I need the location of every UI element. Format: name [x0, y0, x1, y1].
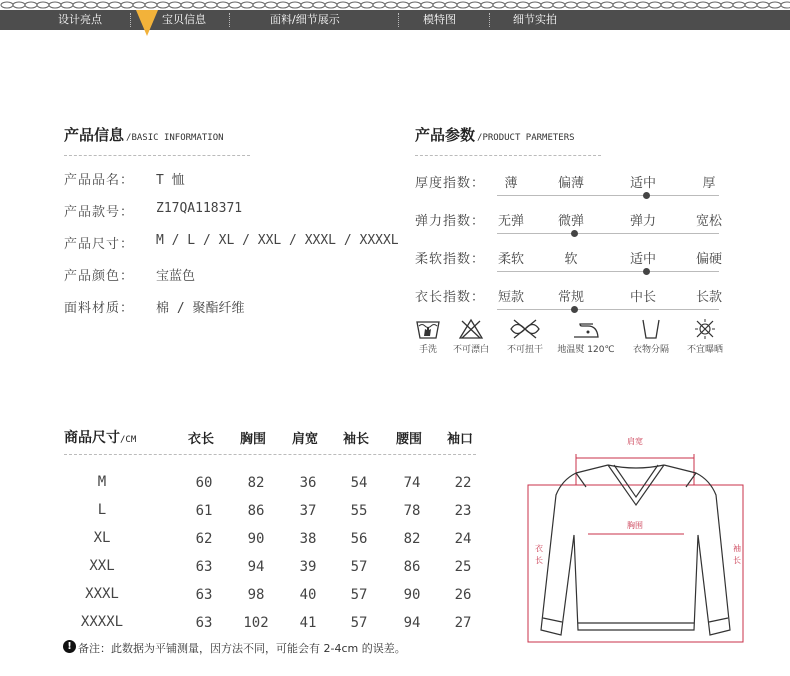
param-scale-line — [497, 309, 719, 310]
param-label: 厚度指数： — [415, 176, 486, 191]
size-value-cell: 90 — [247, 531, 265, 547]
size-column-header: 肩宽 — [292, 432, 319, 447]
shoulder-label: 肩宽 — [627, 437, 643, 446]
size-label: XXXXL — [80, 614, 124, 630]
nav-product-info[interactable]: 宝贝信息 — [162, 13, 206, 26]
size-label: M — [97, 474, 107, 490]
size-column-header: 腰围 — [396, 432, 423, 447]
size-value-cell: 57 — [350, 559, 368, 575]
param-selected-marker — [643, 192, 650, 199]
param-label: 柔软指数： — [415, 252, 486, 267]
length-label-1: 衣 — [535, 544, 543, 553]
info-label-sizes: 产品尺寸： — [64, 237, 135, 252]
param-option: 适中 — [629, 176, 656, 191]
param-option: 无弹 — [497, 214, 524, 229]
product-info-title: 产品信息 — [64, 126, 125, 144]
size-value-cell: 25 — [454, 559, 472, 575]
size-value-cell: 82 — [247, 475, 265, 491]
sleeve-label-2: 长 — [733, 556, 741, 565]
info-value-name: T 恤 — [156, 173, 185, 188]
size-value-cell: 63 — [195, 559, 213, 575]
no-wring-icon — [508, 318, 542, 340]
length-label-2: 长 — [535, 556, 543, 565]
size-value-cell: 56 — [350, 531, 368, 547]
param-option: 柔软 — [497, 252, 524, 267]
param-option: 偏薄 — [557, 176, 584, 191]
low-iron-icon — [571, 318, 601, 340]
param-option: 适中 — [629, 252, 656, 267]
divider — [64, 155, 250, 156]
size-value-cell: 74 — [403, 475, 421, 491]
care-separate: 衣物分隔 — [626, 318, 676, 355]
info-label-material: 面料材质： — [64, 301, 135, 316]
nav-design-highlights[interactable]: 设计亮点 — [58, 13, 102, 26]
nav-separator — [229, 13, 230, 27]
size-value-cell: 102 — [243, 615, 269, 631]
nav-separator — [489, 13, 490, 27]
param-scale-line — [497, 195, 719, 196]
info-label-color: 产品颜色： — [64, 269, 135, 284]
product-params-subtitle: /PRODUCT PARMETERS — [477, 133, 575, 143]
hand-wash-icon — [415, 318, 441, 340]
size-value-cell: 86 — [403, 559, 421, 575]
size-column-header: 胸围 — [240, 432, 267, 447]
size-table-title: 商品尺寸/CM — [64, 430, 137, 446]
size-value-cell: 63 — [195, 615, 213, 631]
size-value-cell: 40 — [299, 587, 317, 603]
product-info-heading — [64, 124, 224, 145]
param-label: 弹力指数： — [415, 214, 486, 229]
size-value-cell: 94 — [403, 615, 421, 631]
size-value-cell: 57 — [350, 587, 368, 603]
size-value-cell: 57 — [350, 615, 368, 631]
size-value-cell: 39 — [299, 559, 317, 575]
param-scale-line — [497, 233, 719, 234]
info-value-material: 棉 / 聚酯纤维 — [156, 301, 245, 316]
product-params-title: 产品参数 — [415, 126, 476, 144]
size-value-cell: 78 — [403, 503, 421, 519]
size-label: XL — [93, 530, 111, 546]
info-value-color: 宝蓝色 — [156, 269, 196, 284]
size-value-cell: 23 — [454, 503, 472, 519]
size-value-cell: 98 — [247, 587, 265, 603]
nav-fabric-details[interactable]: 面料/细节展示 — [270, 13, 340, 26]
care-hand-wash: 手洗 — [412, 318, 444, 355]
size-value-cell: 36 — [299, 475, 317, 491]
param-option: 厚 — [702, 176, 716, 191]
care-no-wring: 不可扭干 — [500, 318, 550, 355]
info-label-name: 产品品名： — [64, 173, 135, 188]
size-column-header: 袖长 — [343, 432, 370, 447]
param-selected-marker — [643, 268, 650, 275]
nav-separator — [398, 13, 399, 27]
size-value-cell: 22 — [454, 475, 472, 491]
active-nav-indicator — [136, 10, 158, 36]
size-column-header: 衣长 — [188, 432, 215, 447]
size-value-cell: 54 — [350, 475, 368, 491]
tshirt-outline — [541, 465, 730, 635]
size-table-unit: /CM — [120, 435, 137, 445]
param-option: 微弹 — [557, 214, 584, 229]
size-value-cell: 82 — [403, 531, 421, 547]
nav-bar — [0, 10, 790, 30]
size-label: L — [97, 502, 107, 518]
param-option: 弹力 — [629, 214, 656, 229]
warning-icon: ! — [63, 640, 76, 653]
size-value-cell: 41 — [299, 615, 317, 631]
nav-detail-photos[interactable]: 细节实拍 — [513, 13, 557, 26]
no-bleach-icon — [458, 318, 484, 340]
param-selected-marker — [571, 230, 578, 237]
param-option: 宽松 — [695, 214, 722, 229]
param-scale-line — [497, 271, 719, 272]
divider — [415, 155, 601, 156]
size-value-cell: 55 — [350, 503, 368, 519]
size-value-cell: 24 — [454, 531, 472, 547]
measurement-note: 备注：此数据为平铺测量，因方法不同，可能会有 2-4cm 的误差。 — [78, 642, 406, 655]
nav-model-photos[interactable]: 模特图 — [423, 13, 456, 26]
info-value-sizes: M / L / XL / XXL / XXXL / XXXXL — [156, 233, 399, 248]
size-value-cell: 62 — [195, 531, 213, 547]
size-value-cell: 38 — [299, 531, 317, 547]
size-value-cell: 27 — [454, 615, 472, 631]
separate-wash-icon — [638, 318, 664, 340]
param-option: 中长 — [629, 290, 656, 305]
nav-separator — [130, 13, 131, 27]
size-column-header: 袖口 — [447, 432, 474, 447]
divider — [64, 454, 476, 455]
info-value-sku: Z17QA118371 — [156, 201, 243, 216]
no-sun-dry-icon — [692, 318, 718, 340]
param-option: 长款 — [695, 290, 722, 305]
size-value-cell: 63 — [195, 587, 213, 603]
care-low-iron: 地温熨 120℃ — [555, 318, 617, 355]
care-no-bleach: 不可漂白 — [446, 318, 496, 355]
param-option: 常规 — [557, 290, 584, 305]
param-option: 软 — [564, 252, 578, 267]
param-label: 衣长指数： — [415, 290, 486, 305]
length-measure-frame — [528, 485, 743, 642]
size-label: XXXL — [85, 586, 119, 602]
size-value-cell: 60 — [195, 475, 213, 491]
size-value-cell: 37 — [299, 503, 317, 519]
size-value-cell: 90 — [403, 587, 421, 603]
param-selected-marker — [571, 306, 578, 313]
product-info-subtitle: /BASIC INFORMATION — [126, 133, 224, 143]
size-value-cell: 86 — [247, 503, 265, 519]
size-label: XXL — [89, 558, 115, 574]
param-option: 薄 — [504, 176, 518, 191]
chest-label: 胸围 — [627, 521, 643, 530]
size-value-cell: 26 — [454, 587, 472, 603]
sleeve-label-1: 袖 — [733, 544, 741, 553]
care-no-sun: 不宜曝晒 — [680, 318, 730, 355]
info-label-sku: 产品款号： — [64, 205, 135, 220]
product-params-heading — [415, 124, 575, 145]
param-option: 偏硬 — [695, 252, 722, 267]
param-option: 短款 — [497, 290, 524, 305]
size-value-cell: 94 — [247, 559, 265, 575]
size-value-cell: 61 — [195, 503, 213, 519]
garment-measurement-diagram — [516, 425, 776, 655]
